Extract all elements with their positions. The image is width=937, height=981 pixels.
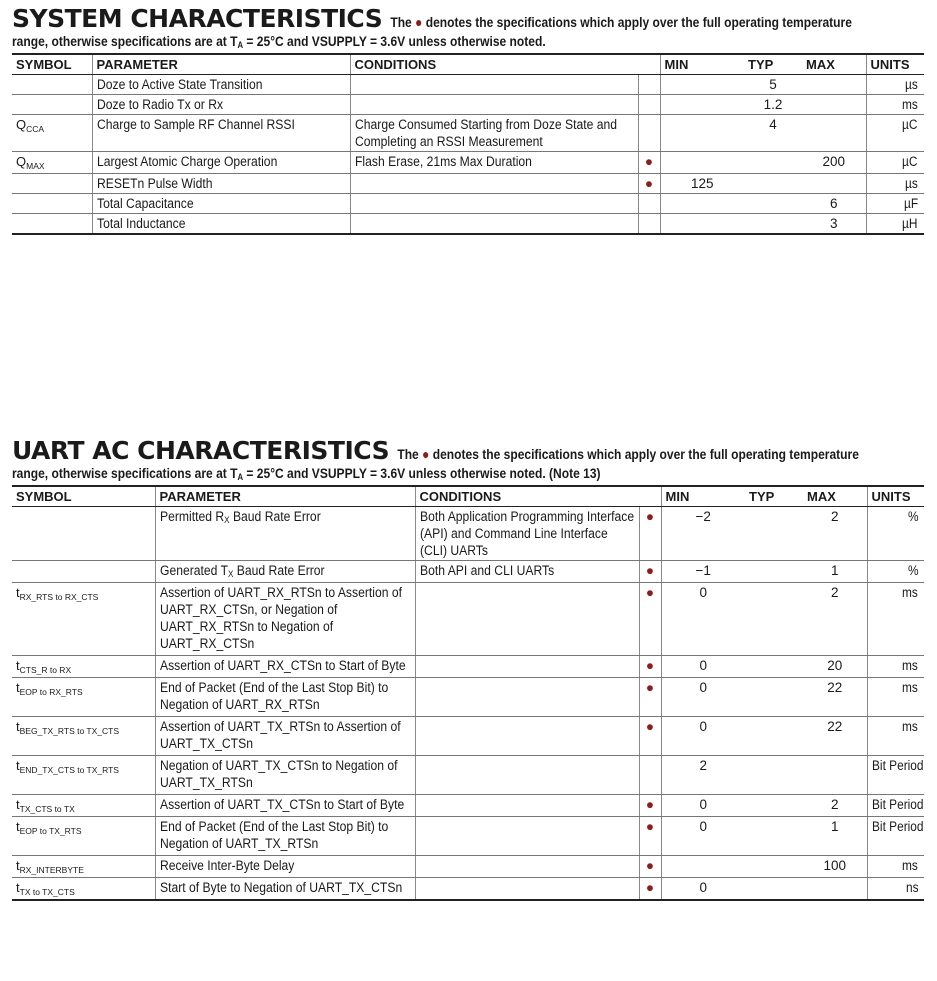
- min-value: 0: [661, 795, 745, 817]
- symbol-subscript: RX_INTERBYTE: [19, 865, 84, 876]
- min-value: [660, 115, 744, 152]
- symbol-cell: [12, 174, 92, 194]
- parameter-text: Total Inductance: [96, 216, 185, 232]
- symbol-main: t: [16, 819, 20, 835]
- table-row: [12, 878, 924, 901]
- symbol-cell: [12, 817, 155, 856]
- symbol-subscript: TX_CTS to TX: [19, 804, 75, 815]
- table-row: [12, 214, 924, 235]
- units-text: ms: [902, 680, 918, 696]
- parameter-text: [160, 718, 411, 754]
- header-typ: TYP: [744, 54, 802, 75]
- symbol-subscript: CCA: [26, 124, 45, 135]
- parameter-rest: Baud Rate Error: [229, 509, 321, 525]
- units-value: [866, 115, 924, 152]
- units-text: ns: [905, 880, 919, 896]
- parameter-cell: [155, 656, 415, 678]
- header-symbol: SYMBOL: [12, 486, 155, 507]
- header-bullet: [638, 54, 660, 75]
- typ-value: [745, 656, 803, 678]
- symbol-cell: [12, 678, 155, 717]
- table-row: [12, 507, 924, 561]
- table-row: [12, 678, 924, 717]
- system-heading: [12, 6, 924, 32]
- symbol-cell: [12, 878, 155, 901]
- units-text: µC: [902, 117, 918, 133]
- conditions-cell: [350, 75, 638, 95]
- min-value: [660, 194, 744, 214]
- parameter-cell: [92, 152, 350, 174]
- symbol-cell: [12, 856, 155, 878]
- conditions-cell: [415, 561, 639, 583]
- typ-value: 4: [744, 115, 802, 152]
- parameter-text: [160, 857, 411, 876]
- parameter-main: Start of Byte to Negation of UART_TX_CTSn: [159, 880, 402, 896]
- typ-value: [745, 561, 803, 583]
- max-value: [802, 174, 866, 194]
- units-text: %: [907, 509, 919, 525]
- conditions-cell: [350, 214, 638, 235]
- units-value: [866, 152, 924, 174]
- units-text: ms: [902, 858, 918, 874]
- min-value: 0: [661, 817, 745, 856]
- symbol-subscript: EOP to TX_RTS: [19, 826, 82, 837]
- units-value: [866, 194, 924, 214]
- table-row: [12, 795, 924, 817]
- table-row: [12, 583, 924, 656]
- units-value: [867, 817, 924, 856]
- temperature-bullet-icon: [638, 115, 660, 152]
- symbol-main: t: [16, 658, 20, 674]
- parameter-main: Assertion of UART_RX_RTSn to Assertion of UART_RX_CTSn, or Negation of UART_RX_RTSn to Negation of UART_RX_CTSn: [159, 585, 402, 652]
- symbol-cell: [12, 583, 155, 656]
- units-text: ms: [902, 97, 918, 113]
- units-value: [867, 878, 924, 901]
- max-value: 22: [803, 678, 867, 717]
- parameter-main: Receive Inter-Byte Delay: [159, 858, 294, 874]
- max-value: [803, 878, 867, 901]
- parameter-main: Assertion of UART_RX_CTSn to Start of Byte: [159, 658, 406, 674]
- units-value: [867, 795, 924, 817]
- parameter-main: Assertion of UART_TX_RTSn to Assertion of UART_TX_CTSn: [159, 719, 401, 752]
- units-text: Bit Period: [871, 819, 924, 835]
- parameter-main: Negation of UART_TX_CTSn to Negation of UART_TX_RTSn: [159, 758, 398, 791]
- parameter-rest: Baud Rate Error: [232, 563, 325, 579]
- table-row: [12, 817, 924, 856]
- table-row: [12, 95, 924, 115]
- max-value: 22: [803, 717, 867, 756]
- table-row: [12, 561, 924, 583]
- typ-value: [745, 795, 803, 817]
- temperature-bullet-icon: ●: [639, 507, 661, 561]
- uart-intro-line2: range, otherwise specifications are at TA = 25°C and VSUPPLY = 3.6V unless otherwise noted. (Note 13): [12, 465, 601, 483]
- max-value: [803, 756, 867, 795]
- max-value: [802, 95, 866, 115]
- temperature-bullet-icon: ●: [639, 656, 661, 678]
- parameter-text: [160, 508, 411, 527]
- temperature-bullet-icon: ●: [639, 795, 661, 817]
- max-value: 1: [803, 561, 867, 583]
- symbol-subscript: EOP to RX_RTS: [19, 687, 83, 698]
- table-row: [12, 174, 924, 194]
- units-value: [867, 678, 924, 717]
- parameter-cell: [155, 678, 415, 717]
- typ-value: [745, 717, 803, 756]
- conditions-text: Both API and CLI UARTs: [419, 563, 554, 579]
- parameter-text: [160, 879, 411, 898]
- header-min: MIN: [661, 486, 745, 507]
- uart-characteristics-section: [12, 438, 924, 901]
- units-text: ms: [902, 719, 918, 735]
- conditions-cell: [415, 656, 639, 678]
- uart-intro: The ● denotes the specifications which apply over the full operating temperature: [396, 446, 859, 462]
- min-value: 0: [661, 878, 745, 901]
- header-conditions: CONDITIONS: [350, 54, 638, 75]
- parameter-cell: [92, 95, 350, 115]
- temperature-bullet-icon: ●: [639, 878, 661, 901]
- table-header-row: [12, 486, 924, 507]
- conditions-cell: [415, 756, 639, 795]
- parameter-cell: [92, 214, 350, 235]
- parameter-text: [160, 679, 411, 715]
- max-value: 1: [803, 817, 867, 856]
- parameter-text: [160, 818, 411, 854]
- conditions-text: Flash Erase, 21ms Max Duration: [354, 154, 532, 170]
- max-value: 2: [803, 583, 867, 656]
- system-intro: The ● denotes the specifications which apply over the full operating temperature: [390, 14, 852, 30]
- max-value: 100: [803, 856, 867, 878]
- temperature-bullet-icon: [638, 75, 660, 95]
- parameter-subscript: X: [223, 515, 230, 526]
- units-text: µH: [902, 216, 918, 232]
- typ-value: [745, 678, 803, 717]
- symbol-subscript: RX_RTS to RX_CTS: [19, 592, 99, 603]
- max-value: 6: [802, 194, 866, 214]
- units-value: [867, 583, 924, 656]
- min-value: [660, 214, 744, 235]
- conditions-cell: [415, 583, 639, 656]
- table-row: [12, 152, 924, 174]
- temperature-bullet-icon: ●: [639, 583, 661, 656]
- symbol-cell: [12, 561, 155, 583]
- units-text: µC: [902, 154, 918, 170]
- symbol-cell: [12, 717, 155, 756]
- units-text: Bit Period: [871, 758, 924, 774]
- conditions-cell: [350, 115, 638, 152]
- header-typ: TYP: [745, 486, 803, 507]
- symbol-main: t: [16, 680, 20, 696]
- conditions-cell: [415, 717, 639, 756]
- header-units: UNITS: [866, 54, 924, 75]
- parameter-text: [160, 657, 411, 676]
- symbol-cell: [12, 795, 155, 817]
- temperature-bullet-icon: ●: [639, 561, 661, 583]
- temperature-bullet-icon: [639, 756, 661, 795]
- typ-value: [744, 214, 802, 235]
- parameter-subscript: X: [227, 569, 233, 580]
- symbol-main: t: [16, 719, 20, 735]
- units-value: [866, 214, 924, 235]
- conditions-cell: [350, 95, 638, 115]
- temperature-bullet-icon: ●: [639, 678, 661, 717]
- header-bullet: [639, 486, 661, 507]
- table-row: [12, 756, 924, 795]
- symbol-subscript: MAX: [26, 161, 45, 172]
- parameter-text: [160, 757, 411, 793]
- temperature-bullet-icon: [638, 214, 660, 235]
- symbol-main: t: [16, 880, 20, 896]
- parameter-main: End of Packet (End of the Last Stop Bit) to Negation of UART_RX_RTSn: [159, 680, 388, 713]
- system-spec-table: [12, 53, 924, 235]
- symbol-subscript: BEG_TX_RTS to TX_CTS: [19, 726, 119, 737]
- parameter-cell: [155, 878, 415, 901]
- parameter-text: RESETn Pulse Width: [96, 176, 212, 192]
- parameter-main: Permitted R: [159, 509, 224, 525]
- min-value: 0: [661, 656, 745, 678]
- units-value: [867, 717, 924, 756]
- max-value: 200: [802, 152, 866, 174]
- max-value: 3: [802, 214, 866, 235]
- temperature-bullet-icon: ●: [639, 856, 661, 878]
- symbol-subscript: CTS_R to RX: [19, 665, 72, 676]
- system-characteristics-section: [12, 6, 924, 235]
- symbol-cell: [12, 75, 92, 95]
- parameter-cell: [155, 856, 415, 878]
- typ-value: [744, 194, 802, 214]
- units-text: ms: [902, 658, 918, 674]
- table-row: [12, 75, 924, 95]
- symbol-cell: [12, 756, 155, 795]
- table-row: [12, 717, 924, 756]
- max-value: 20: [803, 656, 867, 678]
- parameter-cell: [155, 756, 415, 795]
- units-value: [866, 75, 924, 95]
- parameter-cell: [155, 717, 415, 756]
- header-min: MIN: [660, 54, 744, 75]
- units-text: µF: [903, 196, 919, 212]
- units-text: µs: [905, 176, 919, 192]
- parameter-text: Doze to Radio Tx or Rx: [96, 97, 223, 113]
- parameter-cell: [92, 115, 350, 152]
- table-row: [12, 115, 924, 152]
- symbol-cell: [12, 152, 92, 174]
- typ-value: [744, 152, 802, 174]
- units-text: Bit Period: [871, 797, 924, 813]
- min-value: [660, 95, 744, 115]
- min-value: [660, 152, 744, 174]
- parameter-text: [160, 562, 411, 581]
- min-value: 2: [661, 756, 745, 795]
- parameter-text: Charge to Sample RF Channel RSSI: [96, 117, 295, 133]
- min-value: −2: [661, 507, 745, 561]
- symbol-subscript: TX to TX_CTS: [19, 887, 75, 898]
- symbol-main: Q: [16, 117, 27, 133]
- symbol-cell: [12, 194, 92, 214]
- conditions-text: Both Application Programming Interface (API) and Command Line Interface (CLI) UARTs: [419, 509, 634, 559]
- uart-heading: [12, 438, 924, 464]
- parameter-main: Generated T: [159, 563, 228, 579]
- symbol-cell: [12, 115, 92, 152]
- min-value: 0: [661, 717, 745, 756]
- temperature-bullet-icon: ●: [638, 152, 660, 174]
- symbol-main: t: [16, 858, 20, 874]
- parameter-text: [160, 796, 411, 815]
- typ-value: [744, 174, 802, 194]
- units-value: [867, 756, 924, 795]
- typ-value: [745, 878, 803, 901]
- symbol-cell: [12, 507, 155, 561]
- parameter-text: Largest Atomic Charge Operation: [96, 154, 277, 170]
- system-intro-line2: range, otherwise specifications are at TA = 25°C and VSUPPLY = 3.6V unless otherwise noted.: [12, 33, 546, 51]
- table-header-row: [12, 54, 924, 75]
- typ-value: [745, 507, 803, 561]
- temperature-bullet-icon: [638, 194, 660, 214]
- header-parameter: PARAMETER: [155, 486, 415, 507]
- symbol-main: t: [16, 758, 20, 774]
- conditions-cell: [415, 878, 639, 901]
- temperature-bullet-icon: ●: [638, 174, 660, 194]
- typ-value: [745, 756, 803, 795]
- uart-title: UART AC CHARACTERISTICS: [12, 436, 390, 465]
- header-conditions: CONDITIONS: [415, 486, 639, 507]
- header-parameter: PARAMETER: [92, 54, 350, 75]
- typ-value: [745, 583, 803, 656]
- parameter-text: [160, 584, 411, 654]
- conditions-cell: [350, 194, 638, 214]
- units-value: [866, 174, 924, 194]
- table-row: [12, 856, 924, 878]
- typ-value: 1.2: [744, 95, 802, 115]
- parameter-cell: [155, 583, 415, 656]
- min-value: −1: [661, 561, 745, 583]
- parameter-cell: [155, 817, 415, 856]
- conditions-cell: [350, 152, 638, 174]
- header-symbol: SYMBOL: [12, 54, 92, 75]
- bullet-legend-icon: ●: [421, 446, 429, 462]
- conditions-cell: [415, 678, 639, 717]
- parameter-cell: [155, 507, 415, 561]
- conditions-cell: [415, 817, 639, 856]
- min-value: 0: [661, 678, 745, 717]
- symbol-main: Q: [16, 154, 27, 170]
- conditions-cell: [415, 795, 639, 817]
- min-value: [661, 856, 745, 878]
- header-max: MAX: [802, 54, 866, 75]
- parameter-cell: [92, 194, 350, 214]
- parameter-cell: [155, 561, 415, 583]
- units-text: ms: [902, 585, 918, 601]
- max-value: [802, 115, 866, 152]
- temperature-bullet-icon: ●: [639, 717, 661, 756]
- typ-value: 5: [744, 75, 802, 95]
- parameter-main: End of Packet (End of the Last Stop Bit) to Negation of UART_TX_RTSn: [159, 819, 388, 852]
- units-value: [867, 561, 924, 583]
- min-value: 0: [661, 583, 745, 656]
- max-value: 2: [803, 507, 867, 561]
- units-text: µs: [905, 77, 919, 93]
- header-units: UNITS: [867, 486, 924, 507]
- parameter-cell: [92, 75, 350, 95]
- header-max: MAX: [803, 486, 867, 507]
- symbol-main: t: [16, 585, 20, 601]
- min-value: 125: [660, 174, 744, 194]
- symbol-cell: [12, 656, 155, 678]
- units-text: %: [907, 563, 919, 579]
- table-row: [12, 656, 924, 678]
- typ-value: [745, 817, 803, 856]
- parameter-cell: [92, 174, 350, 194]
- parameter-text: Doze to Active State Transition: [96, 77, 262, 93]
- conditions-cell: [415, 856, 639, 878]
- units-value: [867, 507, 924, 561]
- system-title: SYSTEM CHARACTERISTICS: [12, 4, 383, 33]
- symbol-cell: [12, 95, 92, 115]
- conditions-cell: [350, 174, 638, 194]
- conditions-cell: [415, 507, 639, 561]
- max-value: 2: [803, 795, 867, 817]
- symbol-main: t: [16, 797, 20, 813]
- temperature-bullet-icon: [638, 95, 660, 115]
- conditions-text: Charge Consumed Starting from Doze State and Completing an RSSI Measurement: [354, 117, 617, 150]
- parameter-text: Total Capacitance: [96, 196, 194, 212]
- temperature-bullet-icon: ●: [639, 817, 661, 856]
- units-value: [867, 856, 924, 878]
- units-value: [866, 95, 924, 115]
- bullet-legend-icon: ●: [414, 14, 423, 30]
- parameter-cell: [155, 795, 415, 817]
- min-value: [660, 75, 744, 95]
- symbol-subscript: END_TX_CTS to TX_RTS: [19, 765, 119, 776]
- max-value: [802, 75, 866, 95]
- units-value: [867, 656, 924, 678]
- table-row: [12, 194, 924, 214]
- symbol-cell: [12, 214, 92, 235]
- typ-value: [745, 856, 803, 878]
- uart-spec-table: [12, 485, 924, 901]
- parameter-main: Assertion of UART_TX_CTSn to Start of Byte: [159, 797, 404, 813]
